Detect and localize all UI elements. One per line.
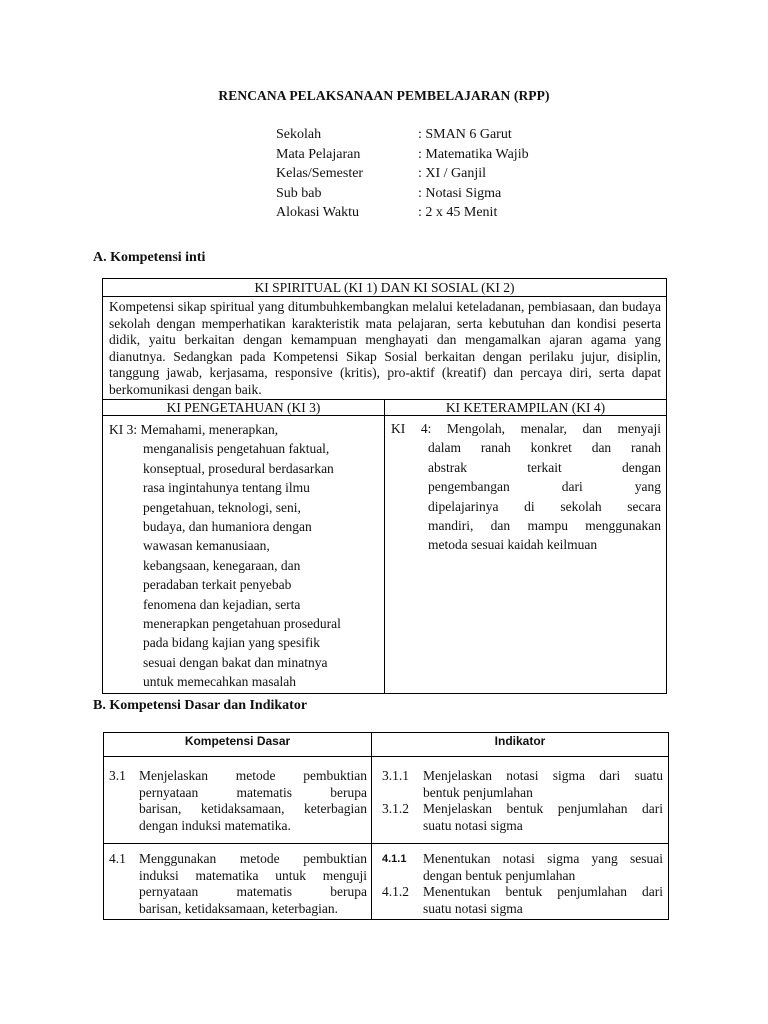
info-value: : 2 x 45 Menit: [418, 205, 498, 220]
kd-column-header: Kompetensi Dasar: [104, 733, 372, 757]
info-label: Kelas/Semester: [276, 166, 364, 181]
ki4-body: [391, 438, 661, 554]
ki4-line: dalam ranah konkret dan ranah: [428, 440, 661, 456]
ki4-header: KI KETERAMPILAN (KI 4): [385, 400, 667, 416]
kompetensi-inti-table: [102, 278, 667, 694]
spiritual-header: KI SPIRITUAL (KI 1) DAN KI SOSIAL (KI 2): [103, 279, 667, 297]
ki3-line: untuk memecahkan masalah: [143, 674, 296, 690]
indicator-text: [423, 801, 663, 834]
ki4-line: pengembangan dari yang: [428, 479, 661, 495]
kd-line: barisan, ketidaksamaan, keterbagian: [139, 801, 367, 816]
ki3-line: rasa ingintahunya tentang ilmu: [143, 480, 310, 496]
section-a-heading: A. Kompetensi inti: [93, 250, 206, 265]
ki3-line: menerapkan pengetahuan prosedural: [143, 616, 341, 632]
ki4-line: abstrak terkait dengan: [428, 459, 661, 475]
kd-line: Menggunakan metode pembuktian: [139, 851, 367, 866]
kd-line: Menjelaskan metode pembuktian: [139, 768, 367, 783]
kd-cell: [104, 844, 372, 920]
indicator-column-header: Indikator: [372, 733, 669, 757]
indicator-text: [423, 768, 663, 801]
ki3-line: peradaban terkait penyebab: [143, 577, 292, 593]
indicator-line: dengan bentuk penjumlahan: [423, 867, 576, 883]
ki3-line: wawasan kemanusiaan,: [143, 538, 270, 554]
indicator-cell: [372, 844, 669, 920]
info-label: Mata Pelajaran: [276, 146, 361, 162]
kd-text: [139, 851, 367, 917]
indicator-text: [423, 884, 663, 917]
ki3-header: KI PENGETAHUAN (KI 3): [103, 400, 385, 416]
indicator-line: Menjelaskan notasi sigma dari suatu: [423, 768, 663, 783]
indicator-text: [423, 851, 663, 884]
ki3-line: sesuai dengan bakat dan minatnya: [143, 654, 328, 670]
indicator-line: Menentukan bentuk penjumlahan dari: [423, 884, 663, 899]
indicator-line: suatu notasi sigma: [423, 817, 523, 833]
ki3-first-line: KI 3: Memahami, menerapkan,: [109, 422, 279, 437]
indicator-line: Menjelaskan bentuk penjumlahan dari: [423, 801, 663, 816]
ki3-line: menganalisis pengetahuan faktual,: [143, 441, 330, 457]
info-label: Sekolah: [276, 127, 322, 142]
kd-line: dengan induksi matematika.: [139, 817, 291, 833]
kd-cell: [104, 757, 372, 844]
ki3-line: kebangsaan, kenegaraan, dan: [143, 557, 301, 573]
kd-number: 4.1: [109, 851, 126, 866]
ki3-cell: [103, 416, 385, 694]
ki4-line: mandiri, dan mampu menggunakan: [428, 518, 661, 534]
ki3-line: pada bidang kajian yang spesifik: [143, 635, 320, 651]
info-row-kelas-semester: [276, 164, 529, 184]
kd-line: pernyataan matematis berupa: [139, 784, 367, 800]
kd-text: [139, 768, 367, 834]
info-value: : SMAN 6 Garut: [418, 127, 512, 142]
info-row-mata-pelajaran: [276, 145, 529, 165]
indicator-line: bentuk penjumlahan: [423, 784, 533, 800]
ki4-line: dipelajarinya di sekolah secara: [428, 498, 661, 514]
info-value: : Matematika Wajib: [418, 146, 529, 162]
kd-line: pernyataan matematis berupa: [139, 884, 367, 899]
indicator-line: Menentukan notasi sigma yang sesuai: [423, 851, 663, 866]
ki3-line: konseptual, prosedural berdasarkan: [143, 460, 334, 476]
kd-line: induksi matematika untuk menguji: [139, 867, 367, 883]
spiritual-text: Kompetensi sikap spiritual yang ditumbuhkembangkan melalui keteladanan, pembiasaan, dan budaya sekolah dengan memperhatikan karakteristik mata pelajaran, serta kebutuhan dan kondisi peserta didik, yaitu berkaitan dengan kemampuan menghayati dan mengamalkan ajaran agama yang dianutnya. Sedangkan pada Kompetensi Sikap Sosial berkaitan dengan perilaku jujur, disiplin, tanggung jawab, kerjasama, responsive (kritis), pro-aktif (kreatif) dan percaya diri, serta dapat berkomunikasi dengan baik.: [103, 297, 667, 400]
info-row-sekolah: [276, 125, 529, 145]
info-value: : XI / Ganjil: [418, 166, 487, 181]
indicator-number: 4.1.1: [382, 853, 407, 865]
table-row: [104, 757, 669, 844]
info-row-alokasi-waktu: [276, 203, 529, 223]
ki4-cell: [385, 416, 667, 694]
table-row: [104, 844, 669, 920]
ki3-line: budaya, dan humaniora dengan: [143, 519, 312, 535]
indicator-number: 3.1.1: [382, 768, 409, 783]
ki4-line: metoda sesuai kaidah keilmuan: [428, 537, 598, 553]
info-block: [276, 125, 529, 223]
kd-line: barisan, ketidaksamaan, keterbagian.: [139, 900, 339, 916]
indicator-cell: [372, 757, 669, 844]
info-value: : Notasi Sigma: [418, 185, 502, 201]
kd-number: 3.1: [109, 768, 126, 783]
info-label: Alokasi Waktu: [276, 205, 359, 220]
indicator-number: 4.1.2: [382, 884, 409, 899]
indicator-line: suatu notasi sigma: [423, 900, 523, 916]
info-row-sub-bab: [276, 184, 529, 204]
kompetensi-dasar-table: [103, 732, 669, 920]
ki3-line: fenomena dan kejadian, serta: [143, 596, 301, 612]
ki4-first-line: KI 4: Mengolah, menalar, dan menyaji: [391, 421, 661, 436]
info-label: Sub bab: [276, 185, 322, 201]
section-b-heading: B. Kompetensi Dasar dan Indikator: [93, 698, 308, 713]
ki3-line: pengetahuan, teknologi, seni,: [143, 499, 301, 515]
page-title: RENCANA PELAKSANAAN PEMBELAJARAN (RPP): [218, 88, 550, 103]
indicator-number: 3.1.2: [382, 801, 409, 816]
